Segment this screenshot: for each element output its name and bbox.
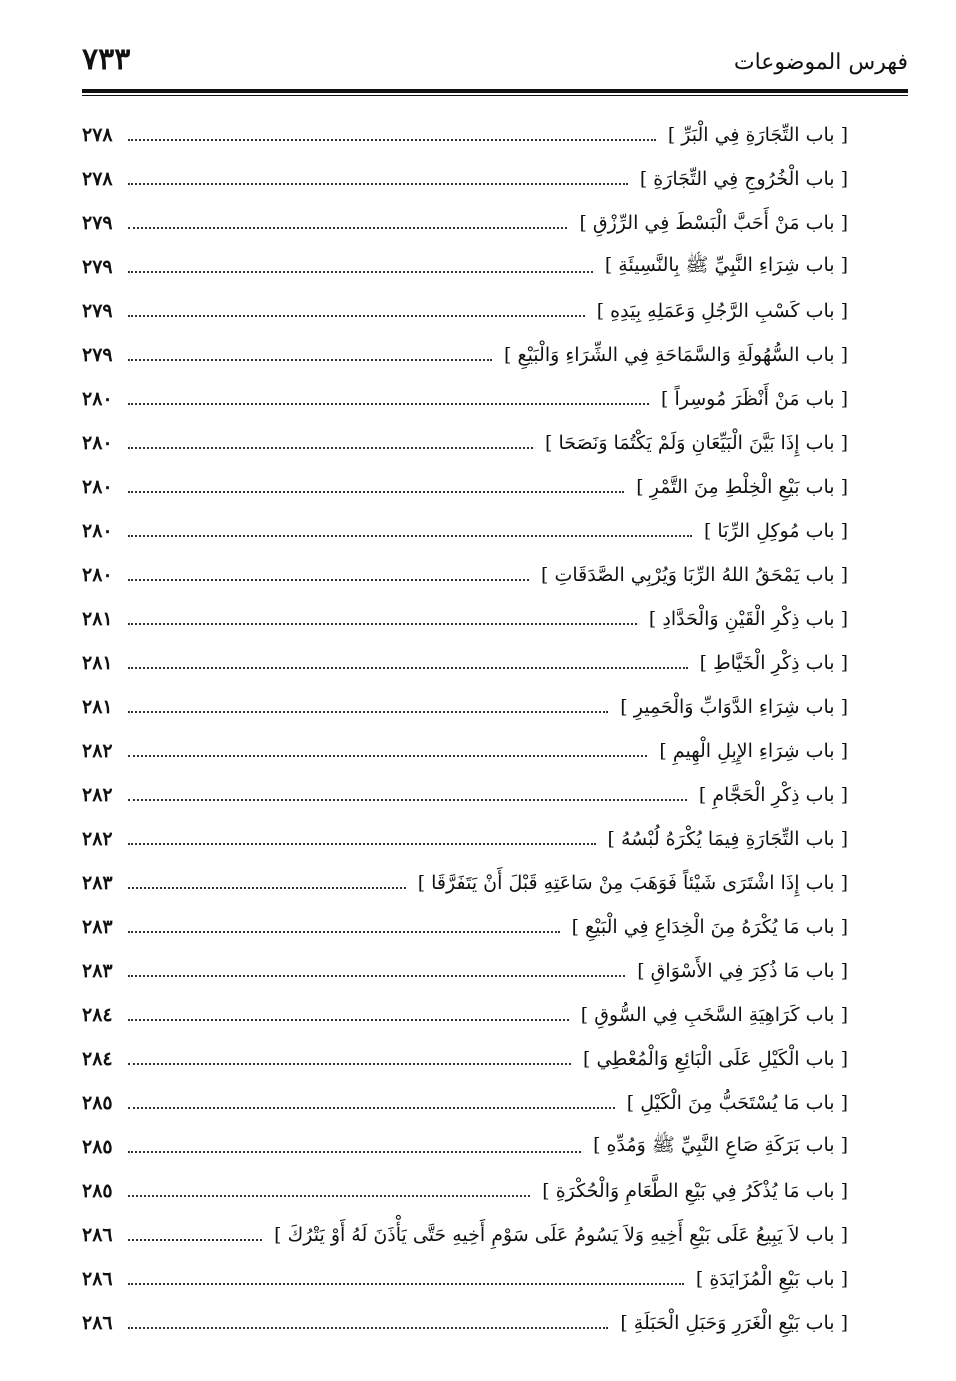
dot-leader: [128, 667, 688, 669]
toc-entry: [82, 1213, 848, 1257]
dot-leader: [128, 931, 560, 933]
toc-entry-page-number: ٢٧٨: [82, 124, 113, 146]
toc-entry-title: [ باب السُّهُولَةِ وَالسَّمَاحَةِ فِي الشِّرَاءِ وَالْبَيْعِ ]: [504, 344, 848, 366]
toc-entry-title: [ باب الْكَيْلِ عَلَى الْبَائِعِ وَالْمُعْطِي ]: [583, 1048, 848, 1070]
toc-entry-page-number: ٢٨٦: [82, 1268, 113, 1290]
dot-leader: [128, 975, 625, 977]
toc-entry-page-number: ٢٨٣: [82, 916, 113, 938]
toc-entry-page-number: ٢٨٦: [82, 1312, 113, 1334]
toc-entry-page-number: ٢٨١: [82, 696, 113, 718]
toc-entry: [82, 157, 848, 201]
toc-entry-page-number: ٢٨٢: [82, 828, 113, 850]
dot-leader: [128, 447, 533, 449]
toc-entry: [82, 949, 848, 993]
page-header: [82, 38, 908, 90]
dot-leader: [128, 579, 529, 581]
dot-leader: [128, 271, 593, 273]
toc-entry-title: [ باب بَرَكَةِ صَاعِ النَّبِيِّ ﷺ وَمُدِّهِ ]: [593, 1134, 848, 1156]
toc-entry-title: [ باب مَنْ أَحَبَّ الْبَسْطَ فِي الرِّزْقِ ]: [579, 212, 848, 234]
toc-entry-page-number: ٢٨٠: [82, 388, 113, 410]
toc-entry-title: [ باب شِرَاءِ الإِبِلِ الْهِيمِ ]: [659, 740, 848, 762]
toc-entry-title: [ باب شِرَاءِ النَّبِيِّ ﷺ بِالنَّسِيئَةِ ]: [604, 254, 848, 276]
toc-entry-page-number: ٢٧٨: [82, 168, 113, 190]
toc-entry: [82, 377, 848, 421]
toc-entry-page-number: ٢٧٩: [82, 212, 113, 234]
toc-entry: [82, 201, 848, 245]
toc-entry: [82, 245, 848, 289]
toc-entry-page-number: ٢٨٠: [82, 476, 113, 498]
dot-leader: [128, 1283, 684, 1285]
toc-entry-page-number: ٢٨٣: [82, 960, 113, 982]
toc-entry-title: [ باب كَرَاهِيَةِ السَّخَبِ فِي السُّوقِ ]: [580, 1004, 848, 1026]
toc-entry: [82, 465, 848, 509]
toc-entry-title: [ باب بَيْعِ الْخِلْطِ مِنَ التَّمْرِ ]: [636, 476, 848, 498]
toc-entry-title: [ باب مَنْ أَنْظَرَ مُوسِراً ]: [661, 388, 848, 410]
dot-leader: [128, 1151, 581, 1153]
header-rule-thin: [82, 95, 908, 96]
dot-leader: [128, 359, 492, 361]
toc-entry-page-number: ٢٨٥: [82, 1136, 113, 1158]
toc-entry: [82, 861, 848, 905]
toc-entry: [82, 685, 848, 729]
dot-leader: [128, 183, 628, 185]
toc-entry: [82, 1301, 848, 1345]
dot-leader: [128, 403, 649, 405]
dot-leader: [128, 535, 692, 537]
toc-entry-title: [ باب بَيْعِ الْمُزَايَدَةِ ]: [695, 1268, 848, 1290]
table-of-contents: [82, 113, 848, 1345]
toc-entry-title: [ باب مَا يُكْرَهُ مِنَ الْخِدَاعِ فِي الْبَيْعِ ]: [571, 916, 848, 938]
header-rule-thick: [82, 89, 908, 93]
toc-entry-page-number: ٢٨١: [82, 608, 113, 630]
toc-entry-page-number: ٢٨٥: [82, 1180, 113, 1202]
toc-entry: [82, 773, 848, 817]
toc-entry-title: [ باب ذِكْرِ الْخَيَّاطِ ]: [699, 652, 848, 674]
toc-entry-title: [ باب ذِكْرِ الْحَجَّامِ ]: [698, 784, 848, 806]
toc-entry-page-number: ٢٨٢: [82, 740, 113, 762]
toc-entry: [82, 597, 848, 641]
toc-entry-title: [ باب إِذَا اشْتَرَى شَيْئاً فَوَهَبَ مِنْ سَاعَتِهِ قَبْلَ أَنْ يَتَفَرَّقَا ]: [417, 872, 848, 894]
toc-entry-title: [ باب التِّجَارَةِ فِيمَا يُكْرَهُ لُبْسُهُ ]: [607, 828, 848, 850]
toc-entry: [82, 553, 848, 597]
toc-entry: [82, 509, 848, 553]
toc-entry-page-number: ٢٧٩: [82, 300, 113, 322]
toc-entry: [82, 1257, 848, 1301]
toc-entry-title: [ باب التِّجَارَةِ فِي الْبَرِّ ]: [667, 124, 848, 146]
dot-leader: [128, 711, 608, 713]
toc-entry: [82, 905, 848, 949]
toc-entry: [82, 333, 848, 377]
toc-entry: [82, 993, 848, 1037]
toc-entry-title: [ باب مُوكِلِ الرِّبَا ]: [703, 520, 848, 542]
toc-entry-title: [ باب مَا ذُكِرَ فِي الأَسْوَاقِ ]: [637, 960, 848, 982]
toc-entry-page-number: ٢٨٠: [82, 520, 113, 542]
dot-leader: [128, 1327, 608, 1329]
dot-leader: [128, 315, 585, 317]
toc-entry-title: [ باب بَيْعِ الْغَرَرِ وَحَبَلِ الْحَبَلَةِ ]: [620, 1312, 848, 1334]
toc-entry: [82, 1125, 848, 1169]
toc-entry-page-number: ٢٨٤: [82, 1048, 113, 1070]
dot-leader: [128, 755, 647, 757]
toc-entry-page-number: ٢٨١: [82, 652, 113, 674]
dot-leader: [128, 1195, 530, 1197]
toc-entry: [82, 421, 848, 465]
toc-entry-title: [ باب مَا يُسْتَحَبُّ مِنَ الْكَيْلِ ]: [626, 1092, 848, 1114]
dot-leader: [128, 843, 596, 845]
toc-entry-page-number: ٢٨٦: [82, 1224, 113, 1246]
toc-entry-page-number: ٢٨٣: [82, 872, 113, 894]
toc-entry-page-number: ٢٧٩: [82, 344, 113, 366]
toc-entry-title: [ باب شِرَاءِ الدَّوَابِّ وَالْحَمِيرِ ]: [620, 696, 848, 718]
dot-leader: [128, 1063, 571, 1065]
toc-entry: [82, 729, 848, 773]
toc-entry-page-number: ٢٨٢: [82, 784, 113, 806]
dot-leader: [128, 1239, 262, 1241]
toc-entry: [82, 1037, 848, 1081]
toc-entry-page-number: ٢٧٩: [82, 256, 113, 278]
dot-leader: [128, 623, 637, 625]
dot-leader: [128, 799, 687, 801]
dot-leader: [128, 227, 567, 229]
dot-leader: [128, 491, 624, 493]
toc-entry-title: [ باب لاَ يَبِيعُ عَلَى بَيْعِ أَخِيهِ وَلاَ يَسُومُ عَلَى سَوْمِ أَخِيهِ حَتَّى يَأْذَنَ لَهُ أَوْ يَتْرُكَ ]: [274, 1224, 848, 1246]
toc-entry-title: [ باب مَا يُذْكَرُ فِي بَيْعِ الطَّعَامِ وَالْحُكْرَةِ ]: [542, 1180, 848, 1202]
toc-entry: [82, 1169, 848, 1213]
page-number: ٧٣٣: [82, 42, 131, 77]
toc-entry: [82, 641, 848, 685]
toc-entry-title: [ باب يَمْحَقُ اللهُ الرِّبَا وَيُرْبِي الصَّدَقَاتِ ]: [541, 564, 848, 586]
toc-entry-title: [ باب إِذَا بَيَّنَ الْبَيِّعَانِ وَلَمْ يَكْتُمَا وَنَصَحَا ]: [545, 432, 848, 454]
dot-leader: [128, 887, 406, 889]
toc-entry-title: [ باب الْخُرُوجِ فِي التِّجَارَةِ ]: [639, 168, 848, 190]
toc-entry-page-number: ٢٨٠: [82, 564, 113, 586]
toc-entry-page-number: ٢٨٥: [82, 1092, 113, 1114]
toc-entry-title: [ باب كَسْبِ الرَّجُلِ وَعَمَلِهِ بِيَدِهِ ]: [596, 300, 848, 322]
toc-entry-page-number: ٢٨٤: [82, 1004, 113, 1026]
dot-leader: [128, 1107, 615, 1109]
toc-entry: [82, 817, 848, 861]
toc-entry: [82, 1081, 848, 1125]
toc-entry-page-number: ٢٨٠: [82, 432, 113, 454]
toc-entry-title: [ باب ذِكْرِ الْقَيْنِ وَالْحَدَّادِ ]: [648, 608, 848, 630]
section-title: فهرس الموضوعات: [733, 50, 908, 75]
dot-leader: [128, 1019, 569, 1021]
toc-entry: [82, 289, 848, 333]
dot-leader: [128, 139, 656, 141]
toc-entry: [82, 113, 848, 157]
